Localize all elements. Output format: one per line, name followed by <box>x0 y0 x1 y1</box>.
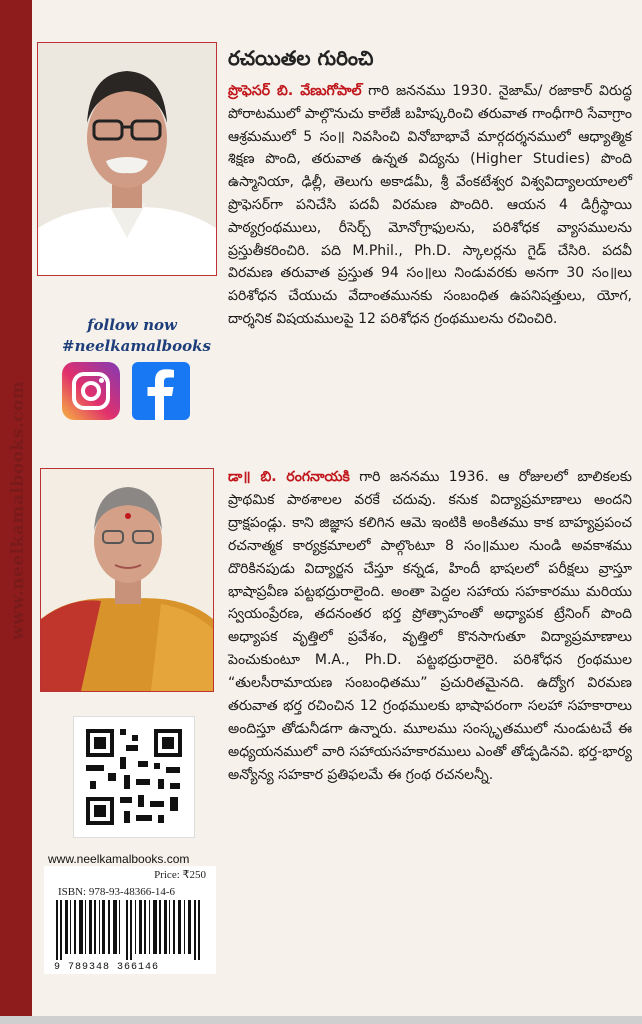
follow-now-label: follow now <box>87 316 177 334</box>
facebook-icon[interactable] <box>132 362 190 420</box>
author2-photo <box>40 468 214 692</box>
barcode-panel <box>44 866 216 974</box>
author2-text: గారి జననము 1936. ఆ రోజులలో బాలికలకు ప్రాథమిక పాఠశాలల వరకే చదువు. కనుక విద్యాప్రమాణాలు అందని ద్రాక్షపండ్లు. కాని జిజ్ఞాస కలిగిన ఆమె ఇంటికి అంకితము కాక బాహ్యప్రపంచ రచనాత్మక కార్యక్రమాలలో పాల్గొంటూ 8 సం॥ముల నుండి అవకాశము దొరికినపుడు విద్యార్జన చేస్తూ కన్నడ, హిందీ భాషలలో పరీక్షలు వ్రాస్తూ భాషాప్రవీణ పట్టభద్రురాలైంది. అంతా పెద్దల సహాయ సహకారము మరియు స్వయంప్రేరణ, తదనంతర భర్త ప్రోత్సాహంతో అధ్యాపక ట్రేనింగ్ పొంది అధ్యాపక వృత్తిలో ప్రవేశం, వృత్తిలో కొనసాగుతూ విద్యాప్రమాణాలు పెంచుకుంటూ M.A., Ph.D. పట్టభద్రురాలైరి. పరిశోధన గ్రంథముల “తులసీరామాయణ సంబంధితము” ప్రచురితమైనది. ఉద్యోగ విరమణ తరువాత భర్త రచించిన 12 గ్రంథములకు భాషాపరంగా సలహా సహకారాలు అందిస్తూ తోడునీడగా ఉన్నారు. మూలము సంస్కృతములో నుండుటచే ఈ అధ్యయనములో వారి సహాయసహకారములు ఎంతో తోడ్పడినవి. భర్త-భార్య అన్యోన్య సహకార ప్రతిఫలమే ఈ గ్రంథ రచనలన్నీ. <box>228 469 632 783</box>
author1-bio <box>228 80 632 331</box>
barcode-website: www.neelkamalbooks.com <box>48 852 190 866</box>
author1-photo <box>37 42 217 276</box>
qr-code <box>73 716 195 838</box>
section-heading: రచయితల గురించి <box>228 46 374 70</box>
follow-text <box>62 315 211 357</box>
hashtag-label: #neelkamalbooks <box>62 337 211 355</box>
author1-name: ప్రొఫెసర్ బి. వేణుగోపాల్ <box>228 83 362 99</box>
barcode <box>56 900 206 960</box>
author2-name: డా॥ బి. రంగనాయకి <box>228 469 350 485</box>
author1-text: గారి జననము 1930. నైజామ్/ రజాకార్ విరుద్ధ పోరాటములో పాల్గొనుచు కాలేజీ బహిష్కరించి తరువాత గాంధీగారి సేవాగ్రాం ఆశ్రమములో 5 సం॥ నివసించి వినోబాభావే మార్గదర్శనములో ఆధ్యాత్మిక శిక్షణ పొంది, తరువాత ఉన్నత విద్యను (Higher Studies) పొంది ఉస్మానియా, ఢిల్లీ, తెలుగు అకాడమీ, శ్రీ వేంకటేశ్వర విశ్వవిద్యాలయాలలో ప్రొఫెసర్‌గా పనిచేసి పదవీ విరమణ పొందిరి. ఆయన 4 డిగ్రీస్థాయి పాఠ్యగ్రంథములు, రీసెర్చ్ మోనోగ్రాఫులను, పరిశోధక వ్యాసములను ప్రస్తుతీకరించిరి. పది M.Phil., Ph.D. స్కాలర్లను గైడ్ చేసిరి. పదవీ విరమణ తరువాత ప్రస్తుత 94 సం॥లు నిండువరకు అనగా 30 సం॥లు పరిశోధన చేయుచు వేదాంతమునకు సంబంధిత ఉపనిషత్తులు, యోగ, దార్శనిక విషయములపై 12 పరిశోధన గ్రంథములను రచించిరి. <box>228 83 632 327</box>
isbn-label: ISBN: 978-93-48366-14-6 <box>58 886 176 898</box>
barcode-digits: 9 789348 366146 <box>54 962 160 973</box>
author2-bio <box>228 466 632 787</box>
instagram-icon[interactable] <box>62 362 120 420</box>
bottom-edge <box>0 1016 642 1024</box>
vertical-website-url: www.neelkamalbooks.com <box>8 380 28 640</box>
price-label: Price: ₹250 <box>154 869 206 881</box>
